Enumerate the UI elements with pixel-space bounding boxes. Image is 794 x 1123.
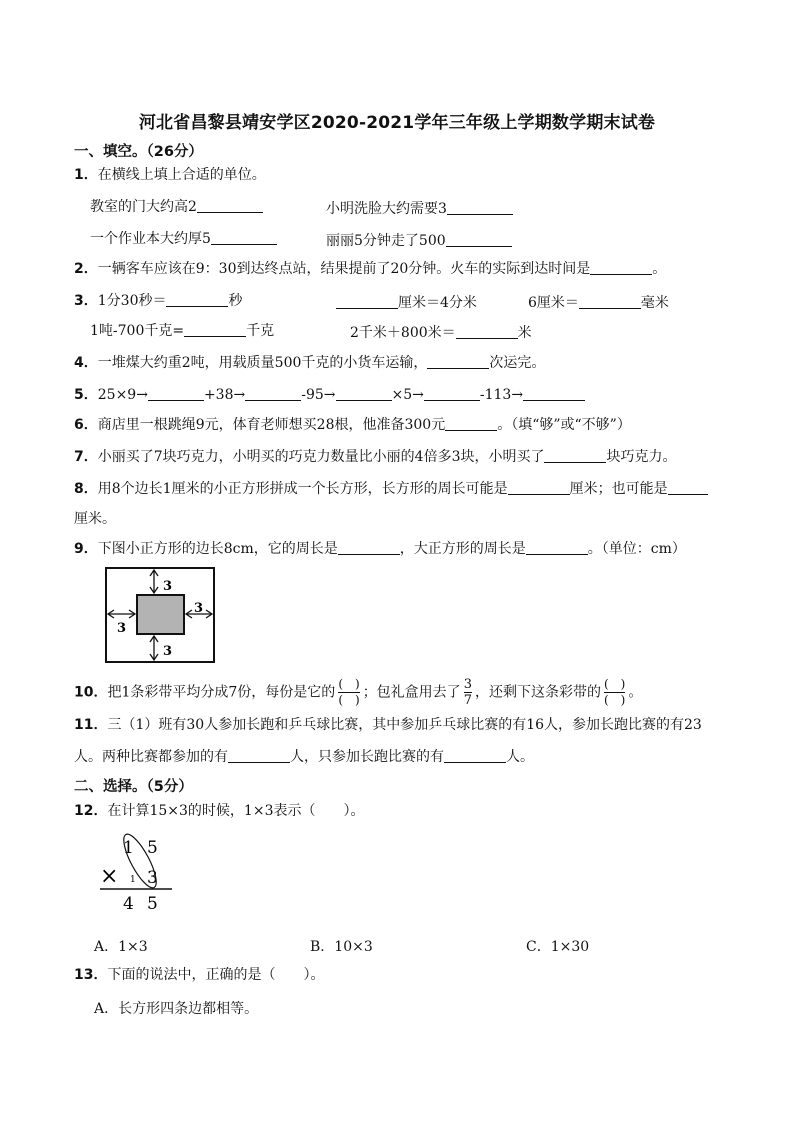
chain-step-5: -113→: [479, 387, 524, 403]
product-digit-2: 5: [147, 894, 158, 914]
question-4: [74, 354, 545, 372]
question-8-cont: [74, 510, 116, 528]
question-9: [74, 540, 686, 558]
question-7-number: 7．: [74, 449, 98, 465]
answer-blank[interactable]: [338, 540, 400, 555]
question-4-number: 4．: [74, 355, 98, 371]
question-6: [74, 416, 631, 434]
question-3e-text: 2千米＋800米＝: [350, 325, 456, 341]
question-13-option-a[interactable]: A．长方形四条边都相等。: [94, 1001, 259, 1017]
question-13-number: 13．: [74, 967, 108, 983]
question-2-number: 2．: [74, 261, 98, 277]
question-10: [74, 678, 642, 707]
question-3c-unit: 毫米: [640, 295, 669, 311]
question-3c: [528, 292, 669, 312]
question-4-text: 一堆煤大约重2吨，用载质量500千克的小货车运输，: [97, 355, 428, 371]
chain-step-2: +38→: [203, 387, 246, 403]
question-1a: [90, 198, 263, 216]
nested-squares-figure: [104, 566, 216, 664]
answer-blank[interactable]: [427, 354, 489, 369]
fraction-three-sevenths: [464, 678, 472, 707]
question-9-number: 9．: [74, 541, 98, 557]
question-1c-text: 一个作业本大约厚5: [90, 231, 211, 247]
answer-blank[interactable]: [211, 230, 277, 245]
question-3d-text: 1吨-700千克=: [90, 323, 185, 339]
question-3-number: 3．: [74, 293, 98, 309]
fraction-numerator-blank[interactable]: ( ): [603, 677, 626, 691]
question-3e: [350, 322, 532, 342]
fraction-denominator-blank[interactable]: ( ): [338, 693, 360, 707]
question-7-text: 小丽买了7块巧克力，小明买的巧克力数量比小丽的4倍多3块，小明买了: [97, 449, 545, 465]
question-11-number: 11．: [74, 717, 108, 733]
question-3d: [90, 322, 274, 340]
question-13: [74, 966, 324, 984]
question-10-text: 把1条彩带平均分成7份，每份是它的: [107, 684, 336, 701]
question-3d-unit: 千克: [246, 323, 275, 339]
question-11-text: 三（1）班有30人参加长跑和乒乓球比赛，其中参加乒乓球比赛的有16人，参加长跑比赛的有23: [107, 717, 702, 733]
multiplicand-digit-1: 1: [123, 838, 134, 858]
bottom-label: 3: [163, 644, 173, 659]
question-12-number: 12．: [74, 803, 108, 819]
fraction-blank[interactable]: [604, 678, 625, 707]
answer-blank[interactable]: [228, 748, 290, 763]
answer-blank[interactable]: [526, 540, 588, 555]
question-8-middle: 厘米；也可能是: [569, 481, 668, 497]
multiplicand-digit-2: 5: [147, 838, 158, 858]
fraction-numerator-blank[interactable]: ( ): [338, 677, 360, 691]
question-11-end: 人。: [506, 749, 534, 765]
exam-title: 河北省昌黎县靖安学区2020-2021学年三年级上学期数学期末试卷: [138, 113, 656, 133]
product-digit-1: 4: [123, 894, 134, 914]
question-13-text: 下面的说法中，正确的是（ ）。: [107, 967, 325, 983]
question-8-number: 8．: [74, 481, 98, 497]
fraction-denominator-blank[interactable]: ( ): [603, 693, 626, 707]
question-4-end: 次运完。: [489, 355, 546, 371]
answer-blank[interactable]: [446, 232, 512, 247]
question-3b-text: 厘米＝4分米: [398, 295, 477, 311]
answer-blank[interactable]: [166, 292, 228, 307]
fraction-blank[interactable]: [338, 678, 359, 707]
question-1d-text: 丽丽5分钟走了500: [326, 233, 446, 249]
option-c[interactable]: C．1×30: [526, 939, 590, 955]
option-a[interactable]: A．1×3: [94, 939, 148, 955]
question-5-number: 5．: [74, 387, 98, 403]
top-label: 3: [163, 579, 173, 594]
left-label: 3: [117, 621, 127, 636]
carry-digit: 1: [130, 875, 136, 885]
question-7: [74, 448, 676, 466]
question-1-number: 1．: [74, 167, 98, 183]
answer-blank[interactable]: [336, 294, 398, 309]
answer-blank[interactable]: [668, 480, 708, 495]
question-1a-text: 教室的门大约高2: [90, 199, 197, 215]
fraction-numerator: 3: [463, 677, 472, 692]
question-11-text2: 人。两种比赛都参加的有: [74, 749, 228, 765]
answer-blank[interactable]: [424, 386, 480, 401]
chain-step-4: ×5→: [391, 387, 424, 403]
question-8: [74, 480, 708, 498]
answer-blank[interactable]: [590, 260, 652, 275]
question-3a-unit: 秒: [228, 293, 243, 309]
question-12: [74, 802, 364, 820]
question-10-number: 10．: [74, 684, 108, 701]
question-1d: [326, 230, 512, 250]
question-1c: [90, 230, 277, 248]
question-3-row1: [74, 292, 242, 310]
section-fill-blank-heading: 一、填空。（26分）: [74, 144, 203, 160]
question-1: [74, 166, 266, 184]
multiplier-digit: 3: [147, 868, 158, 888]
question-11: [74, 716, 702, 734]
question-1b: [326, 198, 513, 218]
answer-blank[interactable]: [245, 386, 301, 401]
question-8-text: 用8个边长1厘米的小正方形拼成一个长方形，长方形的周长可能是: [97, 481, 508, 497]
question-11-cont: [74, 748, 534, 766]
times-sign: ×: [100, 864, 119, 889]
answer-blank[interactable]: [523, 386, 585, 401]
answer-blank[interactable]: [444, 748, 506, 763]
question-10-middle2: ，还剩下这条彩带的: [474, 684, 601, 701]
chain-step-3: -95→: [301, 387, 336, 403]
question-6-end: 。（填“够”或“不够”）: [497, 417, 631, 433]
answer-blank[interactable]: [184, 322, 246, 337]
question-11-text3: 人，只参加长跑比赛的有: [290, 749, 444, 765]
question-3e-unit: 米: [517, 325, 532, 341]
question-12-text: 在计算15×3的时候，1×3表示（ ）。: [107, 803, 365, 819]
answer-blank[interactable]: [456, 324, 518, 339]
answer-blank[interactable]: [445, 416, 497, 431]
question-2: [74, 260, 666, 278]
question-8-end: 厘米。: [74, 511, 116, 527]
question-9-middle: ，大正方形的周长是: [399, 541, 526, 557]
question-2-text: 一辆客车应该在9：30到达终点站，结果提前了20分钟。火车的实际到达时间是: [97, 261, 591, 277]
question-7-end: 块巧克力。: [606, 449, 677, 465]
answer-blank[interactable]: [148, 386, 204, 401]
question-10-end: 。: [628, 684, 643, 701]
question-3a-text: 1分30秒＝: [97, 293, 167, 309]
question-1-text: 在横线上填上合适的单位。: [97, 167, 266, 183]
right-label: 3: [194, 601, 204, 616]
question-3b: [336, 292, 477, 312]
option-b[interactable]: B．10×3: [310, 939, 373, 955]
fraction-denominator: 7: [463, 693, 472, 708]
question-5: [74, 386, 585, 404]
question-6-number: 6．: [74, 417, 98, 433]
chain-step-1: 25×9→: [97, 387, 148, 403]
question-10-middle: ；包礼盒用去了: [362, 684, 461, 701]
vertical-multiplication-figure: [96, 830, 176, 916]
answer-blank[interactable]: [197, 198, 263, 213]
answer-blank[interactable]: [336, 386, 392, 401]
question-6-text: 商店里一根跳绳9元，体育老师想买28根，他准备300元: [97, 417, 446, 433]
answer-blank[interactable]: [579, 294, 641, 309]
question-3c-text: 6厘米＝: [528, 295, 579, 311]
question-9-end: 。（单位：cm）: [587, 541, 686, 557]
answer-blank[interactable]: [544, 448, 606, 463]
question-2-end: 。: [652, 261, 667, 277]
question-1b-text: 小明洗脸大约需要3: [326, 201, 447, 217]
question-9-text: 下图小正方形的边长8cm，它的周长是: [97, 541, 338, 557]
answer-blank[interactable]: [447, 200, 513, 215]
section-choice-heading: 二、选择。（5分）: [74, 779, 193, 795]
small-square: [137, 595, 184, 634]
answer-blank[interactable]: [508, 480, 570, 495]
